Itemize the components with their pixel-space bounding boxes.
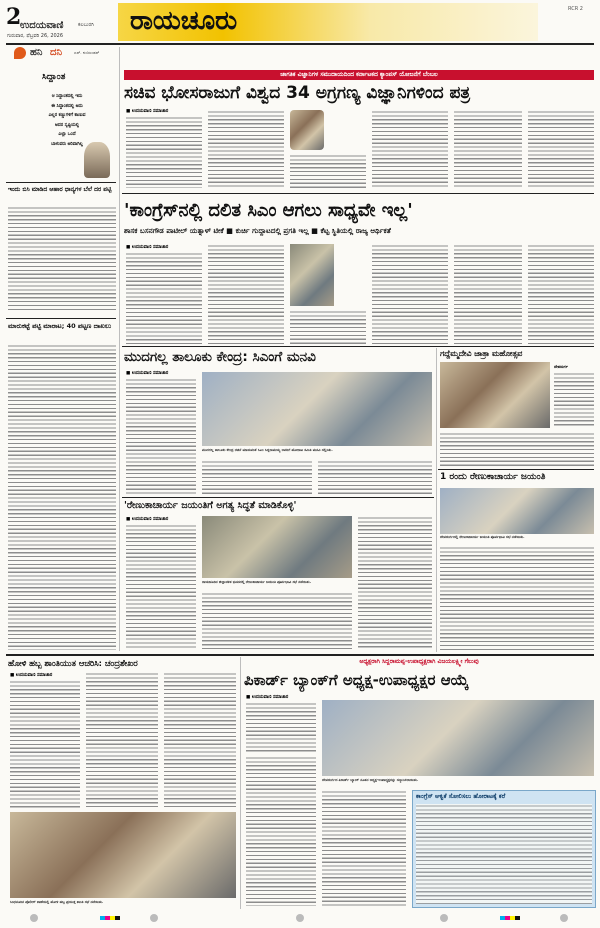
- top-story-col6: [528, 110, 594, 188]
- jatra-photo: [440, 362, 550, 428]
- holi-col2: [86, 672, 158, 808]
- holi-photo: [10, 812, 236, 898]
- left-rule-2: [6, 318, 116, 319]
- picard-col2: [246, 756, 316, 906]
- mudgal-photo: [202, 372, 432, 446]
- picard-headline: ಪಿಕಾರ್ಡ್ ಬ್ಯಾಂಕ್‌ಗೆ ಅಧ್ಯಕ್ಷ-ಉಪಾಧ್ಯಕ್ಷರ ಆಯ್ಕೆ: [244, 671, 469, 689]
- mudgal-col2: [202, 460, 312, 494]
- top-story-col5: [454, 110, 522, 188]
- left-story2-body: [8, 344, 116, 650]
- right-col-divider: [436, 348, 437, 652]
- right-story1-headline: ಗದ್ದೆಮ್ಮದೇವಿ ಜಾತ್ರಾ ಮಹೋತ್ಸವ: [440, 349, 523, 358]
- mudgal-col1: [126, 378, 196, 494]
- poem-line: ಎಲ್ಲಾ ಒಂದೆ: [58, 132, 76, 137]
- col-divider: [119, 47, 120, 651]
- left-story2-title: ಮಾರುಕಟ್ಟೆ ಪಟ್ಟಿ ಮಾರಾಟ; 40 ಪಟ್ಟಣ ದಾಖಲು: [8, 322, 112, 330]
- poem-line: ಎಲ್ಲರ ಕಣ್ಣುಗಳಿಗೆ ಕಾಣುವ: [48, 113, 86, 118]
- picard-col3: [322, 790, 406, 906]
- paper-name: ಉದಯವಾಣಿ: [20, 20, 64, 31]
- lead-col4: [372, 244, 448, 344]
- mudgal-headline: ಮುದಗಲ್ಲ ತಾಲೂಕು ಕೇಂದ್ರ: ಸಿಎಂಗೆ ಮನವಿ: [124, 349, 316, 365]
- renuka-col1: [126, 524, 196, 650]
- registration-mark: [440, 914, 448, 922]
- honey-dani-logo: [14, 47, 26, 59]
- page-number: 2: [6, 4, 22, 30]
- lead-col6: [528, 244, 594, 344]
- lead-col5: [454, 244, 522, 344]
- picard-caption: ದೇವದುರ್ಗದ ಪಿಕಾರ್ಡ್ ಬ್ಯಾಂಕ್ ನೂತನ ಅಧ್ಯಕ್ಷ-ಉಪಾಧ್ಯಕ್ಷರನ್ನು ಸನ್ಮಾನಿಸಲಾಯಿತು.: [322, 778, 419, 782]
- renuka-rule: [122, 497, 434, 498]
- honey-title-accent: ದನಿ: [50, 47, 63, 58]
- top-story-col1: [126, 116, 202, 188]
- mudgal-byline: ■ ಉದಯವಾಣಿ ಸಮಾಚಾರ: [126, 371, 169, 376]
- holi-col3: [164, 672, 236, 808]
- honey-title: ಹನಿ: [30, 47, 43, 58]
- registration-mark: [30, 914, 38, 922]
- poem-line: ಈ ಸಿದ್ದಾಂತದಲ್ಲಿ ಅದು: [51, 103, 83, 109]
- jatra-photo-label: ದೇವದುರ್ಗ: [554, 364, 568, 369]
- lead-rule: [122, 346, 594, 347]
- page-code: RCR 2: [568, 6, 583, 12]
- jayanti-photo: [440, 488, 594, 534]
- renuka-byline: ■ ಉದಯವಾಣಿ ಸಮಾಚಾರ: [126, 517, 169, 522]
- lead-col1: [126, 252, 202, 344]
- masthead-rule: [6, 43, 594, 45]
- top-story-col3: [290, 154, 366, 188]
- left-story1-body: [8, 206, 116, 310]
- lead-byline: ■ ಉದಯವಾಣಿ ಸಮಾಚಾರ: [126, 245, 169, 250]
- registration-mark: [296, 914, 304, 922]
- top-story-rule: [122, 193, 594, 194]
- left-story1-title: ಇಂದು ಬಿಸಿ ಮಾಡಿದ ಆಹಾರ ಧಾನ್ಯಗಳ ಬೆಲೆ ದರ ಪಟ್ಟಿ: [8, 186, 112, 193]
- right-story2-body: [440, 546, 594, 650]
- right-rule: [438, 469, 594, 470]
- minister-photo: [290, 110, 324, 150]
- lead-headline: 'ಕಾಂಗ್ರೆಸ್‌ನಲ್ಲಿ ದಲಿತ ಸಿಎಂ ಆಗಲು ಸಾಧ್ಯವೇ ಇಲ್ಲ': [124, 200, 413, 221]
- holi-headline: ಹೋಳಿ ಹಬ್ಬ ಶಾಂತಿಯುತ ಆಚರಿಸಿ: ಚಂದ್ರಶೇಖರ: [8, 658, 138, 668]
- renuka-photo: [202, 516, 352, 578]
- top-story-col4: [372, 110, 448, 188]
- jayanti-caption: ದೇವದುರ್ಗದಲ್ಲಿ ರೇಣುಕಾಚಾರ್ಯ ಜಯಂತಿ ಪೂರ್ವಭಾವಿ ಸಭೆ ನಡೆಯಿತು.: [440, 535, 525, 539]
- mudgal-caption: ಮುದಗಲ್ಲ ತಾಲೂಕು ಕೇಂದ್ರ ರಚನೆ ಮಾಡುವಂತೆ ಸಿಎಂ ಸಿದ್ದರಾಮಯ್ಯ ಅವರಿಗೆ ಹೋರಾಟ ಸಮಿತಿ ಮನವಿ ಸಲ್ಲಿಸಿತು.: [202, 448, 333, 452]
- color-bar: [500, 916, 520, 920]
- section-title: ರಾಯಚೂರು: [130, 6, 238, 36]
- top-story-col2: [208, 110, 284, 188]
- poem-title: ಸಿದ್ದಾಂತ: [42, 72, 66, 82]
- yatnal-photo: [290, 244, 334, 306]
- color-bar: [100, 916, 120, 920]
- picard-byline: ■ ಉದಯವಾಣಿ ಸಮಾಚಾರ: [246, 695, 289, 700]
- renuka-col3: [202, 592, 352, 650]
- picard-col1: [246, 702, 316, 752]
- lead-subhead: ಶಾಸಕ ಬಸನಗೌಡ ಪಾಟೀಲ್ ಯತ್ನಾಳ್ ಟೀಕೆ ■ ಕುರ್ಚಿ ಗುದ್ದಾಟದಲ್ಲಿ ಪ್ರಗತಿ ಇಲ್ಲ ■ ಕೆಟ್ಟ ಸ್ಥಿತಿಯಲ್ಲಿ ರಾಜ್ಯ ಆರ್ಥಿಕತೆ: [124, 226, 391, 235]
- picard-kicker: ಅಧ್ಯಕ್ಷರಾಗಿ ಸಿದ್ದರಾಮಪ್ಪ-ಉಪಾಧ್ಯಕ್ಷರಾಗಿ ವಿಜಯಲಕ್ಷ್ಮೀ ಗೆಲುವು: [359, 658, 479, 665]
- lead-col2: [208, 244, 284, 344]
- poet-portrait: [84, 142, 110, 178]
- poem-line: ಬಾಳುವರು ಅರಿವಾಗಿಲ್ಲ: [51, 141, 83, 147]
- poem-line: ಅದರ ಸೃಷ್ಟಿಯಲ್ಲಿ: [54, 122, 80, 128]
- right-story1-body: [440, 432, 594, 466]
- jatra-side-text: [554, 372, 594, 428]
- left-rule: [6, 182, 116, 183]
- registration-mark: [150, 914, 158, 922]
- congress-box-body: [416, 804, 592, 904]
- top-story-kicker-text: ಜಾಗತಿಕ ವಿಜ್ಞಾನಿಗಳ ಸಮುದಾಯದಿಂದ ಕರ್ನಾಟಕದ ಕ್ಯಾಂಪಸ್ ಯೋಜನೆಗೆ ಬೆಂಬಲ: [280, 71, 438, 78]
- top-story-headline: ಸಚಿವ ಭೋಸರಾಜುಗೆ ವಿಶ್ವದ 34 ಅಗ್ರಗಣ್ಯ ವಿಜ್ಞಾನಿಗಳಿಂದ ಪತ್ರ: [124, 83, 471, 103]
- edition-label: ಕಲಬುರಗಿ: [78, 22, 94, 28]
- lower-rule: [6, 654, 594, 656]
- top-story-byline: ■ ಉದಯವಾಣಿ ಸಮಾಚಾರ: [126, 109, 169, 114]
- congress-box-headline: ಕಾಂಗ್ರೆಸ್ ಆಳ್ವಿಕೆ ಸೋಲಿಸಲು ಹೋರಾಟಕ್ಕೆ ಕರೆ: [416, 793, 506, 800]
- holi-col1: [10, 680, 80, 808]
- registration-mark: [560, 914, 568, 922]
- right-story2-headline: 1 ರಂದು ರೇಣುಕಾಚಾರ್ಯ ಜಯಂತಿ: [440, 472, 546, 482]
- mudgal-col3: [318, 460, 432, 494]
- holi-caption: ಸಿಂಧನೂರಿನ ಪೊಲೀಸ್ ಠಾಣೆಯಲ್ಲಿ ಹೋಳಿ ಹಬ್ಬ ಪ್ರಯುಕ್ತ ಶಾಂತಿ ಸಭೆ ನಡೆಯಿತು.: [10, 900, 104, 904]
- renuka-caption: ರಾಯಚೂರಿನ ಜಿಲ್ಲಾಡಳಿತ ಭವನದಲ್ಲಿ ರೇಣುಕಾಚಾರ್ಯ ಜಯಂತಿ ಪೂರ್ವಭಾವಿ ಸಭೆ ನಡೆಯಿತು.: [202, 580, 311, 584]
- honey-author: ಎಸ್. ನಂಜುಂಡಸ್: [74, 50, 100, 55]
- renuka-col2: [358, 516, 432, 650]
- poem-line: ಆ ಸಿದ್ದಾಂತದಲ್ಲಿ ಇದು: [51, 94, 83, 99]
- lead-col3: [290, 310, 366, 344]
- date-line: ಗುರುವಾರ, ಫೆಬ್ರವರಿ 26, 2026: [7, 33, 64, 39]
- renuka-headline: 'ರೇಣುಕಾಚಾರ್ಯ ಜಯಂತಿಗೆ ಅಗತ್ಯ ಸಿದ್ಧತೆ ಮಾಡಿಕೊಳ್ಳಿ': [124, 500, 297, 511]
- holi-byline: ■ ಉದಯವಾಣಿ ಸಮಾಚಾರ: [10, 673, 53, 678]
- bottom-divider: [240, 657, 241, 909]
- picard-photo: [322, 700, 594, 776]
- poem-body: [22, 92, 112, 149]
